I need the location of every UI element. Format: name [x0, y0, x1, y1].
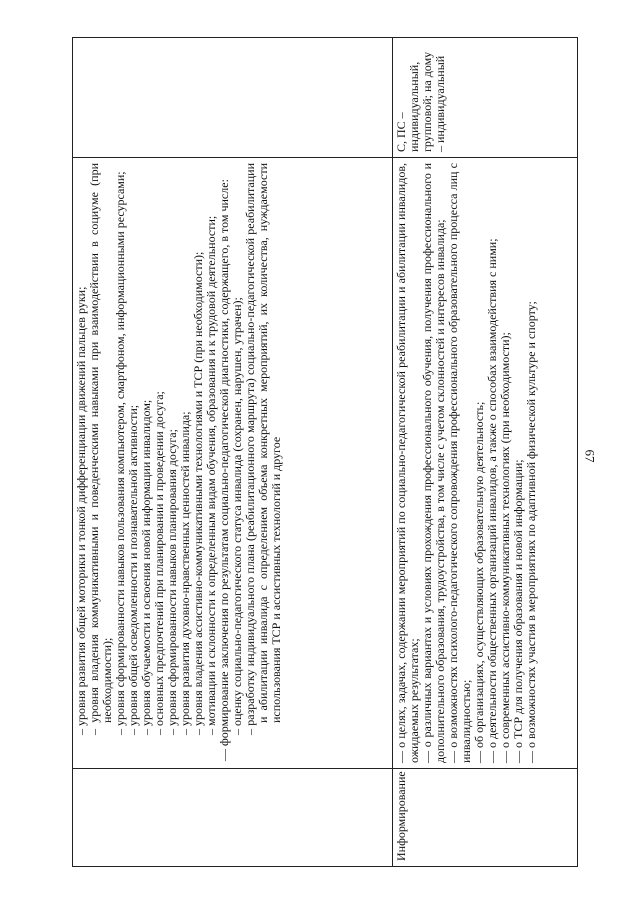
- list-item: – уровня обучаемости и освоения новой информации инвалидом;: [139, 399, 153, 735]
- table-row: [393, 38, 578, 867]
- list-item: — формирование заключения по результатам социально-педагогической диагностики, содержащего, в том числе:: [217, 179, 231, 761]
- service-name-cell: [73, 769, 393, 867]
- list-item: — о целях, задачах, содержании мероприятий по социально-педагогической реабилитации и абилитации инвалидов, ожидаемых результатах;: [394, 163, 421, 763]
- list-item: – мотивации и склонности к определенным видам обучения, образования и к трудовой деятельности;: [204, 215, 218, 735]
- page-number: 67: [582, 449, 598, 463]
- list-item: – оценку социально-педагогического статуса инвалида (сохранен, нарушен, утрачен);: [230, 297, 244, 735]
- list-item: – уровня развития духовно-нравственных ценностей инвалида;: [178, 411, 192, 735]
- list-item: – разработку индивидуального плана (реабилитационного маршрута) социально-педагогической реабилитации и абилитации инвалида с определением объема конкретных мероприятий, их количества, нуждаемости использования ТСР и ассистивных технологий и другое: [243, 163, 283, 735]
- table-row: [73, 38, 393, 867]
- list-item: — о современных ассистивно-коммуникативных технологиях (при необходимости);: [498, 332, 512, 763]
- list-item: – уровня сформированности навыков планирования досуга;: [165, 429, 179, 735]
- service-name-cell: Информирование: [393, 769, 578, 867]
- list-item: — о возможностях психолого-педагогического сопровождения профессионального образовательного процесса лиц с инвалидностью;: [446, 163, 473, 763]
- list-item: – основных предпочтений при планировании и проведении досуга;: [152, 391, 166, 735]
- list-item: – уровня развития общей моторики и тонкой дифференциации движений пальцев руки;: [74, 286, 88, 735]
- service-content-cell: [393, 158, 578, 769]
- service-form-cell: [73, 38, 393, 158]
- list-item: — о деятельности общественных организаций инвалидов, а также о способах взаимодействия с ними;: [485, 238, 499, 763]
- list-item: – уровня общей осведомленности и познавательной активности;: [126, 404, 140, 735]
- list-item: — о ТСР для получения образования и новой информации;: [511, 459, 525, 763]
- services-table: [72, 37, 578, 867]
- list-item: — об организациях, осуществляющих образовательную деятельность;: [472, 401, 486, 763]
- service-form-cell: С, ПС – индивидуальный, групповой; на дому – индивидуальный: [393, 38, 578, 158]
- list-item: — о различных вариантах и условиях прохождения профессионального обучения, получения профессионального и дополнительного образования, трудоустройства, в том числе с учетом склонностей и интересов инвалида;: [420, 163, 447, 763]
- list-item: — о возможностях участия в мероприятиях по адаптивной физической культуре и спорту;: [524, 301, 538, 763]
- list-item: – уровня сформированности навыков пользования компьютером, смартфоном, информационными ресурсами;: [113, 171, 127, 735]
- list-item: – уровня владения коммуникативными и поведенческими навыками при взаимодействии в социуме (при необходимости);: [87, 163, 114, 735]
- service-content-cell: [73, 158, 393, 769]
- list-item: – уровня владения ассистивно-коммуникативными технологиями и ТСР (при необходимости);: [191, 251, 205, 735]
